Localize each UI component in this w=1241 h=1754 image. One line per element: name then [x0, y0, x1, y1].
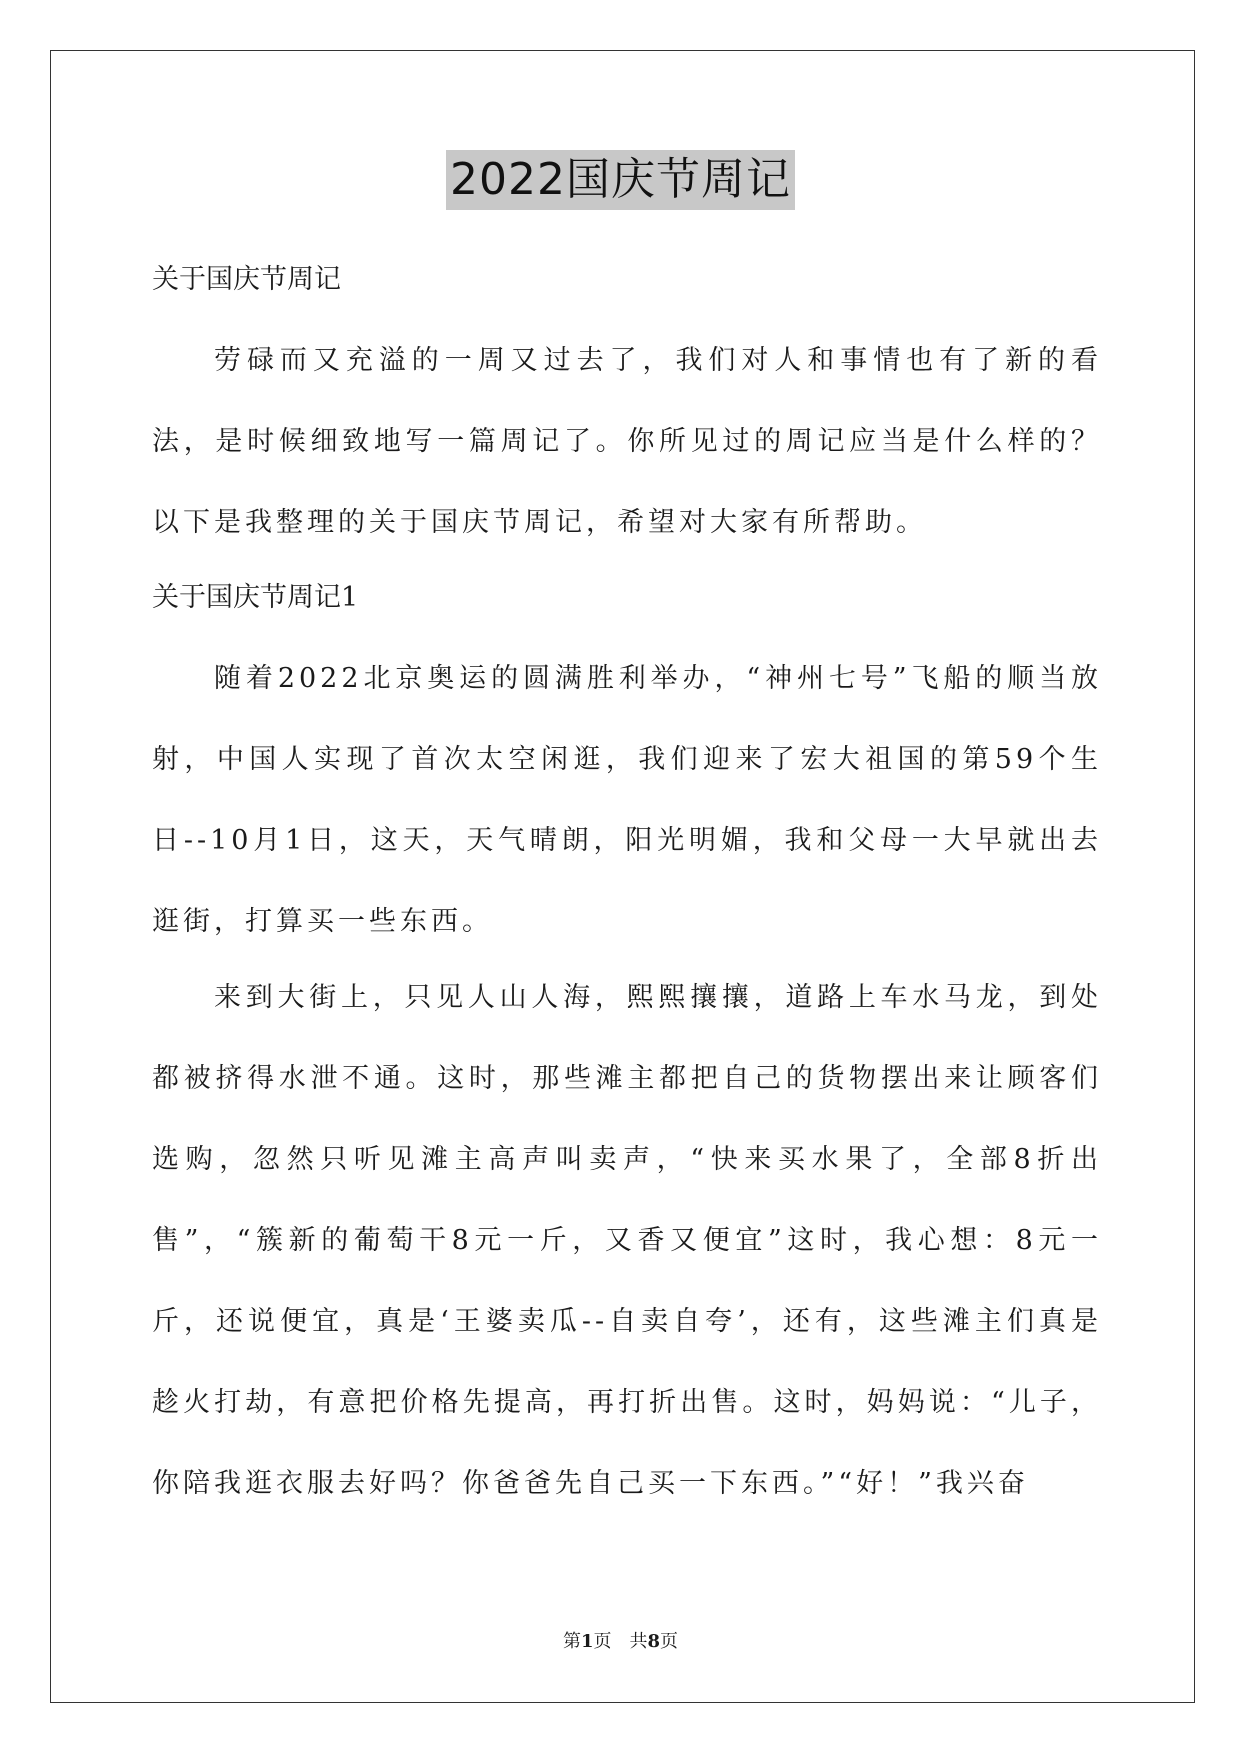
- footer-total-pages: 8: [647, 1631, 661, 1652]
- article-heading: 关于国庆节周记1: [152, 582, 359, 613]
- footer-prefix: 第: [562, 1631, 581, 1652]
- title-wrap: [0, 150, 1241, 210]
- footer-current-page: 1: [580, 1631, 594, 1652]
- footer-mid: 页 共: [593, 1631, 648, 1652]
- section-heading: 关于国庆节周记: [152, 264, 341, 295]
- body-paragraph-1: 随着2022北京奥运的圆满胜利举办，“神州七号”飞船的顺当放射，中国人实现了首次太空闲逛，我们迎来了宏大祖国的第59个生日--10月1日，这天，天气晴朗，阳光明媚，我和父母一大早就出去逛街，打算买一些东西。: [152, 663, 1102, 937]
- document-title: 2022国庆节周记: [446, 150, 795, 210]
- body-paragraph-2: 来到大街上，只见人山人海，熙熙攘攘，道路上车水马龙，到处都被挤得水泄不通。这时，那些滩主都把自己的货物摆出来让顾客们选购，忽然只听见滩主高声叫卖声，“快来买水果了，全部8折出售”，“簇新的葡萄干8元一斤，又香又便宜”这时，我心想：8元一斤，还说便宜，真是‘王婆卖瓜--自卖自夸’，还有，这些滩主们真是趁火打劫，有意把价格先提高，再打折出售。这时，妈妈说：“儿子，你陪我逛衣服去好吗？你爸爸先自己买一下东西。”“好！”我兴奋: [152, 982, 1102, 1499]
- page-footer: [0, 1630, 1241, 1654]
- footer-suffix: 页: [660, 1631, 679, 1652]
- intro-paragraph: 劳碌而又充溢的一周又过去了，我们对人和事情也有了新的看法，是时候细致地写一篇周记了。你所见过的周记应当是什么样的？以下是我整理的关于国庆节周记，希望对大家有所帮助。: [152, 345, 1102, 538]
- document-body: [152, 260, 1102, 1539]
